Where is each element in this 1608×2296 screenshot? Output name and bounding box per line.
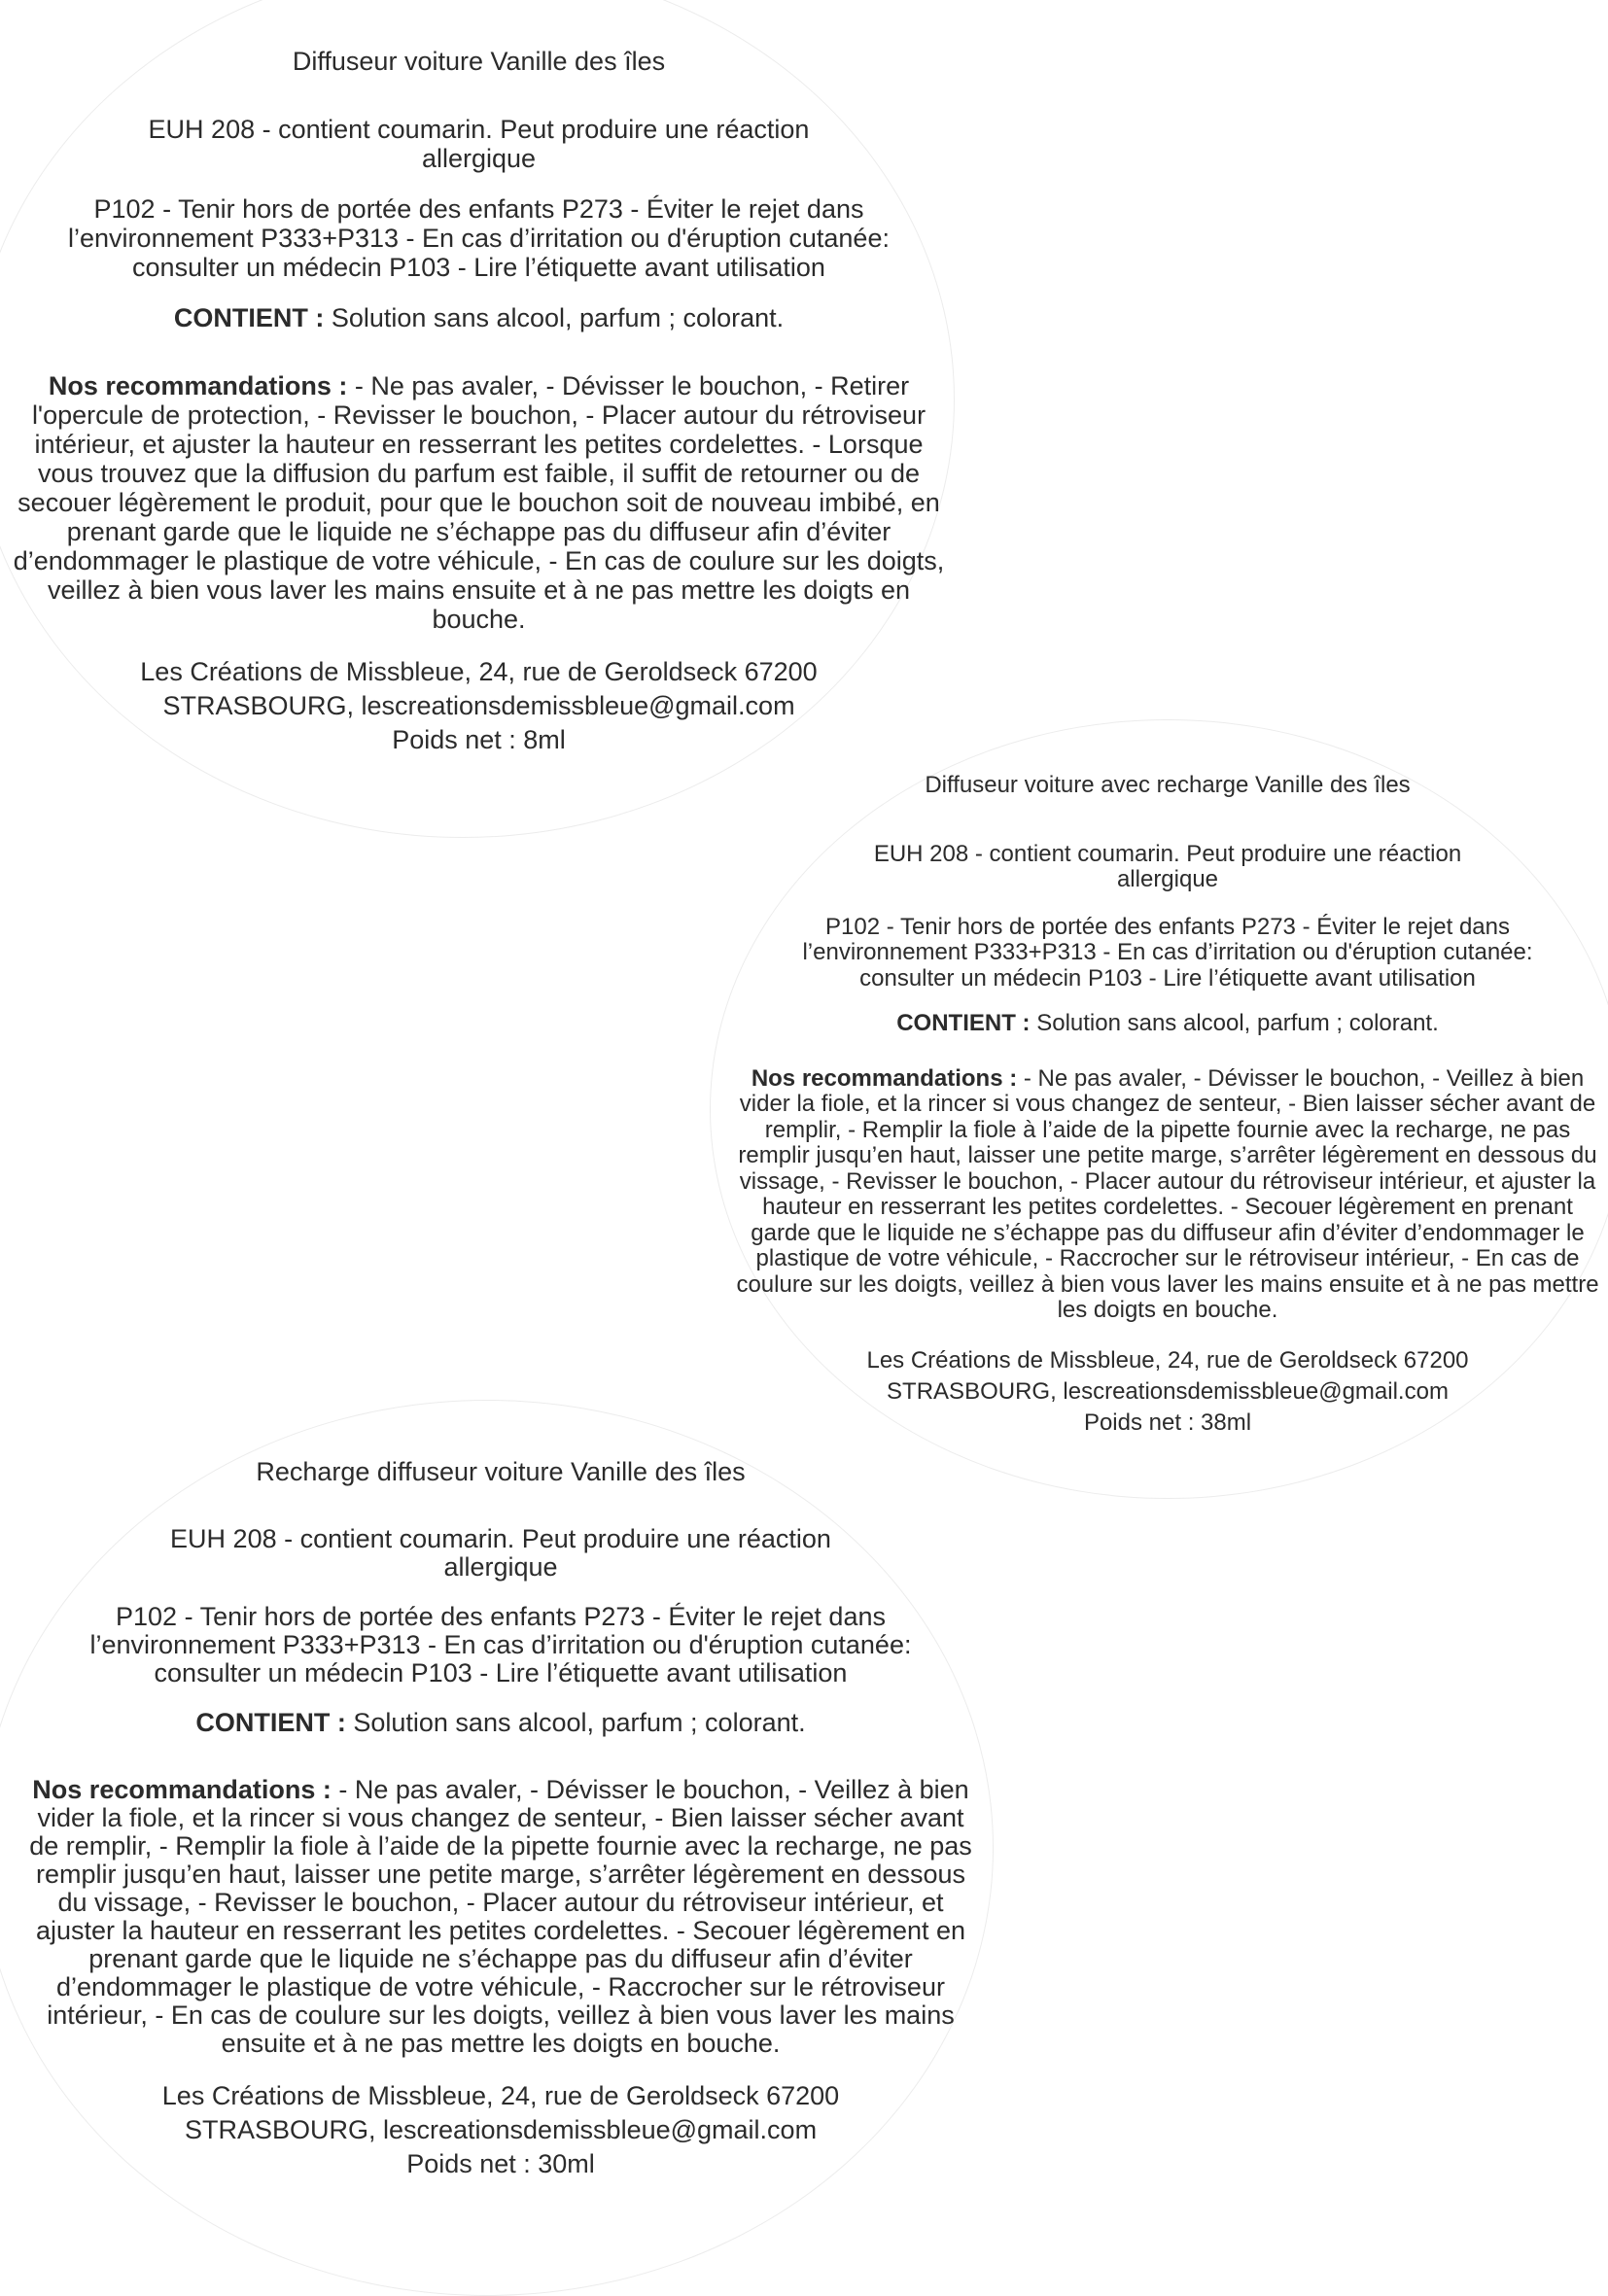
recommendations-text: - Ne pas avaler, - Dévisser le bouchon, - Veillez à bien vider la fiole, et la rincer si vous changez de senteur, - Bien laisser sécher avant de remplir, - Remplir la fiole à l’aide de la pipette fournie avec la recharge, ne pas remplir jusqu’en haut, laisser une petite marge, s’arrêter légèrement en dessous du vissage, - Revisser le bouchon, - Placer autour du rétroviseur intérieur, et ajuster la hauteur en resserrant les petites cordelettes. - Secouer légèrement en prenant garde que le liquide ne s’échappe pas du diffuseur afin d’éviter d’endommager le plastique de votre véhicule, - Raccrocher sur le rétroviseur intérieur, - En cas de coulure sur les doigts, veillez à bien vous laver les mains ensuite et à ne pas mettre les doigts en bouche. <box>736 1064 1599 1323</box>
contient-text: Solution sans alcool, parfum ; colorant. <box>345 1708 806 1737</box>
precaution-statements: P102 - Tenir hors de portée des enfants P273 - Éviter le rejet dans l’environnement P333+P313 - En cas d’irritation ou d'éruption cutanée: consulter un médecin P103 - Lire l’étiquette avant utilisation <box>68 194 890 282</box>
net-weight: Poids net : 8ml <box>392 725 566 754</box>
contient-line <box>0 303 958 332</box>
net-weight: Poids net : 38ml <box>1083 1409 1252 1436</box>
contient-line <box>19 1709 982 1737</box>
label-recharge-diffuseur <box>19 1458 982 2181</box>
net-weight: Poids net : 30ml <box>406 2149 595 2178</box>
recommendations <box>731 1066 1604 1324</box>
recommendations-text: - Ne pas avaler, - Dévisser le bouchon, - Retirer l'opercule de protection, - Revisser le bouchon, - Placer autour du rétroviseur intérieur, et ajuster la hauteur en resserrant les petites cordelettes. - Lorsque vous trouvez que la diffusion du parfum est faible, il suffit de retourner ou de secouer légèrement le produit, pour que le bouchon soit de nouveau imbibé, en prenant garde que le liquide ne s’échappe pas du diffuseur afin d’éviter d’endommager le plastique de votre véhicule, - En cas de coulure sur les doigts, veillez à bien vous laver les mains ensuite et à ne pas mettre les doigts en bouche. <box>13 371 945 634</box>
recommendations-label: Nos recommandations : <box>48 371 348 400</box>
precaution-statements: P102 - Tenir hors de portée des enfants P273 - Éviter le rejet dans l’environnement P333+P313 - En cas d’irritation ou d'éruption cutanée: consulter un médecin P103 - Lire l’étiquette avant utilisation <box>802 913 1533 991</box>
contient-label: CONTIENT : <box>173 303 325 332</box>
precaution-statements: P102 - Tenir hors de portée des enfants P273 - Éviter le rejet dans l’environnement P333+P313 - En cas d’irritation ou d'éruption cutanée: consulter un médecin P103 - Lire l’étiquette avant utilisation <box>89 1602 912 1687</box>
contient-label: CONTIENT : <box>195 1708 346 1737</box>
contient-text: Solution sans alcool, parfum ; colorant. <box>324 303 785 332</box>
recommendations-label: Nos recommandations : <box>751 1064 1018 1092</box>
recommendations <box>0 371 958 634</box>
recommendations <box>19 1776 982 2058</box>
contient-text: Solution sans alcool, parfum ; colorant. <box>1030 1010 1439 1036</box>
label-diffuseur-voiture <box>0 47 958 757</box>
address-block <box>19 2079 982 2181</box>
euh-statement: EUH 208 - contient coumarin. Peut produire une réaction allergique <box>170 1524 831 1582</box>
recommendations-label: Nos recommandations : <box>32 1775 332 1804</box>
address: Les Créations de Missbleue, 24, rue de Geroldseck 67200 STRASBOURG, lescreationsdemissbleue@gmail.com <box>140 657 818 720</box>
label-title: Recharge diffuseur voiture Vanille des îles <box>256 1457 746 1486</box>
label-diffuseur-avec-recharge <box>731 773 1604 1439</box>
euh-statement: EUH 208 - contient coumarin. Peut produire une réaction allergique <box>148 115 810 173</box>
recommendations-text: - Ne pas avaler, - Dévisser le bouchon, - Veillez à bien vider la fiole, et la rincer si vous changez de senteur, - Bien laisser sécher avant de remplir, - Remplir la fiole à l’aide de la pipette fournie avec la recharge, ne pas remplir jusqu’en haut, laisser une petite marge, s’arrêter légèrement en dessous du vissage, - Revisser le bouchon, - Placer autour du rétroviseur intérieur, et ajuster la hauteur en resserrant les petites cordelettes. - Secouer légèrement en prenant garde que le liquide ne s’échappe pas du diffuseur afin d’éviter d’endommager le plastique de votre véhicule, - Raccrocher sur le rétroviseur intérieur, - En cas de coulure sur les doigts, veillez à bien vous laver les mains ensuite et à ne pas mettre les doigts en bouche. <box>29 1775 972 2058</box>
address-block <box>731 1345 1604 1439</box>
contient-line <box>731 1011 1604 1037</box>
address: Les Créations de Missbleue, 24, rue de Geroldseck 67200 STRASBOURG, lescreationsdemissbleue@gmail.com <box>161 2081 840 2144</box>
contient-label: CONTIENT : <box>896 1010 1031 1036</box>
euh-statement: EUH 208 - contient coumarin. Peut produire une réaction allergique <box>873 840 1462 892</box>
label-title: Diffuseur voiture avec recharge Vanille des îles <box>925 772 1411 798</box>
address: Les Créations de Missbleue, 24, rue de Geroldseck 67200 STRASBOURG, lescreationsdemissbleue@gmail.com <box>866 1346 1469 1405</box>
label-title: Diffuseur voiture Vanille des îles <box>292 47 666 76</box>
address-block <box>0 655 958 757</box>
